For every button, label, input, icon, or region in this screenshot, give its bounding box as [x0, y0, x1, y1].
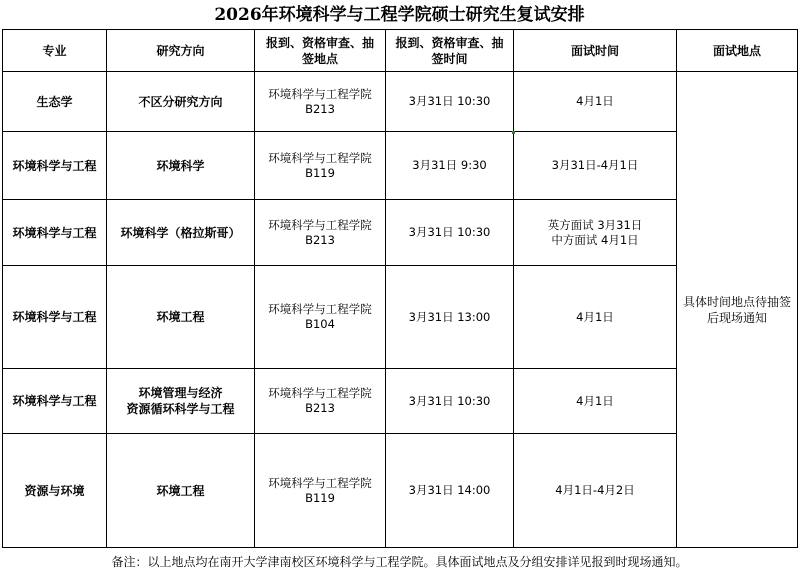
reg-location-building: 环境科学与工程学院: [268, 302, 372, 316]
reg-location-building: 环境科学与工程学院: [268, 217, 372, 232]
header-interview-time: 面试时间: [514, 30, 677, 72]
header-reg-time-line1: 报到、资格审查、抽: [395, 35, 504, 50]
interview-time-cell: 4月1日: [514, 72, 677, 132]
reg-location-room: B213: [305, 232, 335, 247]
footnote: 备注：以上地点均在南开大学津南校区环境科学与工程学院。具体面试地点及分组安排详见报到时现场通知。: [111, 555, 688, 569]
direction-cell: 环境工程: [107, 266, 255, 369]
reg-time-cell: 3月31日 9:30: [386, 132, 514, 200]
direction-cell: [107, 369, 255, 434]
direction-line2: 资源循环科学与工程: [126, 402, 235, 416]
direction-cell: 环境工程: [107, 434, 255, 548]
schedule-table: [2, 29, 798, 548]
interview-time-cell: 3月31日-4月1日: [514, 132, 677, 200]
interview-location-line1: 具体时间地点待抽签: [682, 294, 791, 309]
interview-time-cell: 4月1日: [514, 369, 677, 434]
header-row: [3, 30, 798, 72]
direction-cell: 不区分研究方向: [107, 72, 255, 132]
reg-time-cell: 3月31日 14:00: [386, 434, 514, 548]
interview-time-line1: 英方面试 3月31日: [547, 217, 643, 232]
header-reg-time: [386, 30, 514, 72]
interview-time-cell: 4月1日: [514, 266, 677, 369]
header-reg-time-line2: 签时间: [431, 51, 468, 66]
cell-comment-marker: [512, 131, 515, 134]
interview-time-cell: [514, 200, 677, 266]
header-major: 专业: [3, 30, 107, 72]
reg-location-room: B104: [305, 317, 335, 331]
reg-location-building: 环境科学与工程学院: [268, 86, 372, 101]
reg-location-cell: [255, 72, 386, 132]
reg-location-room: B213: [305, 401, 335, 415]
interview-time-line2: 中方面试 4月1日: [551, 232, 639, 247]
header-reg-location-line1: 报到、资格审查、抽: [265, 35, 374, 50]
reg-location-cell: [255, 369, 386, 434]
header-direction: 研究方向: [107, 30, 255, 72]
reg-location-building: 环境科学与工程学院: [268, 150, 372, 165]
page-title: 2026年环境科学与工程学院硕士研究生复试安排: [214, 5, 585, 25]
direction-cell: 环境科学: [107, 132, 255, 200]
interview-time-cell: 4月1日-4月2日: [514, 434, 677, 548]
major-cell: 环境科学与工程: [3, 132, 107, 200]
header-reg-location-line2: 签地点: [301, 51, 338, 66]
reg-location-cell: [255, 132, 386, 200]
major-cell: 资源与环境: [3, 434, 107, 548]
major-cell: 生态学: [3, 72, 107, 132]
direction-line1: 环境管理与经济: [138, 386, 223, 400]
interview-location-cell: [677, 72, 798, 548]
reg-time-cell: 3月31日 13:00: [386, 266, 514, 369]
major-cell: 环境科学与工程: [3, 266, 107, 369]
reg-location-room: B119: [305, 165, 335, 180]
reg-location-building: 环境科学与工程学院: [268, 386, 372, 400]
reg-time-cell: 3月31日 10:30: [386, 72, 514, 132]
major-cell: 环境科学与工程: [3, 369, 107, 434]
reg-location-room: B213: [305, 101, 335, 116]
reg-location-building: 环境科学与工程学院: [268, 475, 372, 490]
reg-location-cell: [255, 200, 386, 266]
interview-location-line2: 后现场通知: [706, 310, 767, 325]
reg-location-room: B119: [305, 490, 335, 505]
header-reg-location: [255, 30, 386, 72]
direction-cell: 环境科学（格拉斯哥）: [107, 200, 255, 266]
reg-time-cell: 3月31日 10:30: [386, 200, 514, 266]
major-cell: 环境科学与工程: [3, 200, 107, 266]
reg-time-cell: 3月31日 10:30: [386, 369, 514, 434]
table-row: [3, 72, 798, 132]
header-interview-location: 面试地点: [677, 30, 798, 72]
reg-location-cell: [255, 266, 386, 369]
reg-location-cell: [255, 434, 386, 548]
